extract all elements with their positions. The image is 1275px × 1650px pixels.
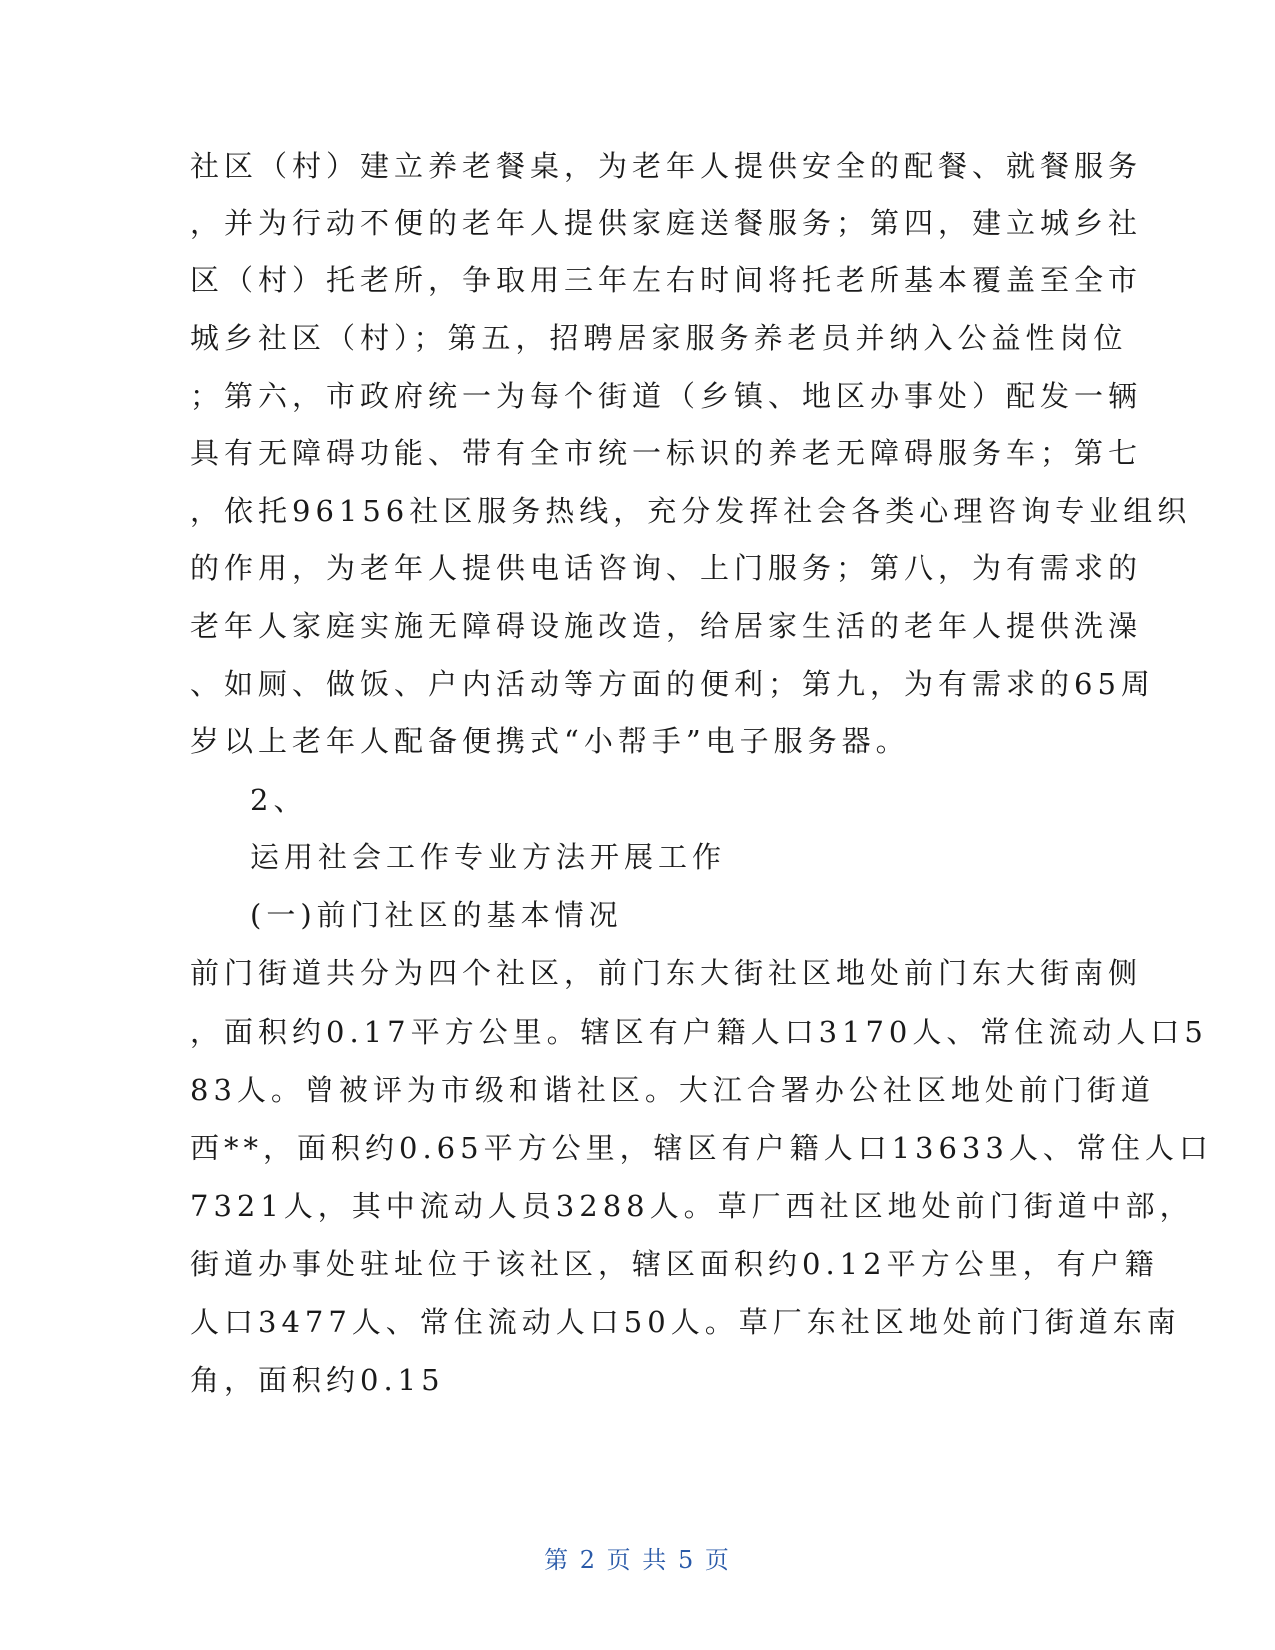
page-number-footer: 第 2 页 共 5 页	[544, 1546, 731, 1574]
body-text-line: ，面积约0.17平方公里。辖区有户籍人口3170人、常住流动人口5	[190, 1015, 1208, 1049]
body-text-line: 、如厕、做饭、户内活动等方面的便利；第九，为有需求的65周	[190, 667, 1155, 701]
body-text-line: 城乡社区（村）；第五，招聘居家服务养老员并纳入公益性岗位	[190, 321, 1128, 355]
body-text-line: 老年人家庭实施无障碍设施改造，给居家生活的老年人提供洗澡	[190, 609, 1143, 643]
body-text-line: 角，面积约0.15	[190, 1363, 445, 1397]
body-text-line: 区（村）托老所，争取用三年左右时间将托老所基本覆盖至全市	[190, 263, 1143, 297]
body-text-line: 西**，面积约0.65平方公里，辖区有户籍人口13633人、常住人口	[190, 1131, 1213, 1165]
body-text-line: ，依托96156社区服务热线，充分发挥社会各类心理咨询专业组织	[190, 494, 1192, 528]
body-text-line: 前门街道共分为四个社区，前门东大街社区地处前门东大街南侧	[190, 956, 1143, 990]
subsection-heading: (一)前门社区的基本情况	[250, 898, 623, 932]
body-text-line: 7321人，其中流动人员3288人。草厂西社区地处前门街道中部，	[190, 1189, 1194, 1223]
body-text-line: 社区（村）建立养老餐桌，为老年人提供安全的配餐、就餐服务	[190, 149, 1143, 183]
body-text-line: 街道办事处驻址位于该社区，辖区面积约0.12平方公里，有户籍	[190, 1247, 1159, 1281]
body-text-line: 具有无障碍功能、带有全市统一标识的养老无障碍服务车；第七	[190, 436, 1143, 470]
section-number: 2、	[250, 783, 308, 817]
body-text-line: ，并为行动不便的老年人提供家庭送餐服务；第四，建立城乡社	[190, 206, 1143, 240]
body-text-line: 人口3477人、常住流动人口50人。草厂东社区地处前门街道东南	[190, 1305, 1181, 1339]
body-text-line: 岁以上老年人配备便携式“小帮手”电子服务器。	[190, 724, 910, 758]
body-text-line: 83人。曾被评为市级和谐社区。大江合署办公社区地处前门街道	[190, 1073, 1155, 1107]
body-text-line: ；第六，市政府统一为每个街道（乡镇、地区办事处）配发一辆	[190, 379, 1143, 413]
body-text-line: 的作用，为老年人提供电话咨询、上门服务；第八，为有需求的	[190, 551, 1143, 585]
section-heading: 运用社会工作专业方法开展工作	[250, 840, 727, 874]
